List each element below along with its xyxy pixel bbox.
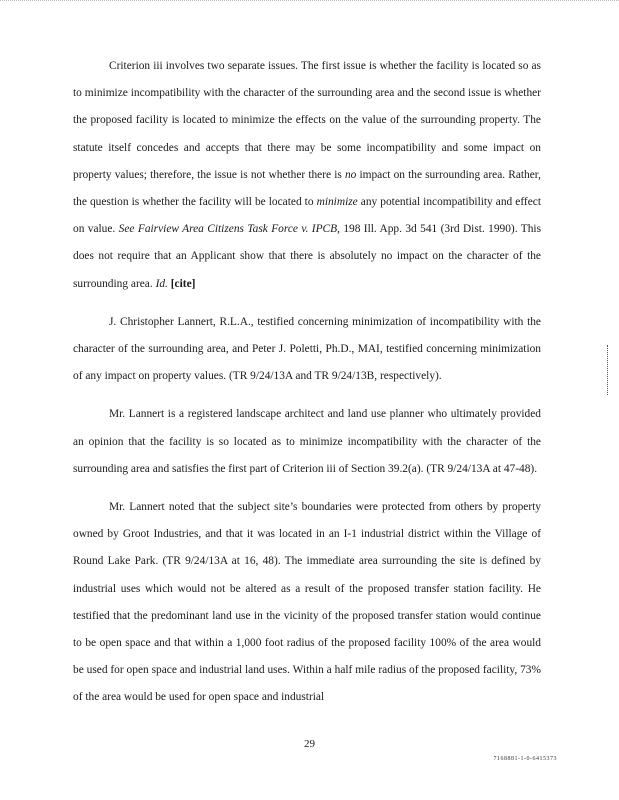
body-paragraph (73, 309, 541, 391)
text-run: any potential incompatibility and effect on value. (73, 196, 541, 236)
bold-text: [cite] (170, 277, 196, 290)
text-run: , 198 Ill. App. 3d 541 (3rd Dist. 1990). This does not require that an Applicant show that there is absolutely no impact on the character of the surrounding area. (73, 223, 541, 290)
body-text (73, 53, 541, 712)
body-paragraph (73, 494, 541, 712)
page-top-edge (0, 0, 619, 4)
italic-text: no (344, 168, 357, 181)
text-run: J. Christopher Lannert, R.L.A., testified concerning minimization of incompatibility with the character of the surrounding area, and Peter J. Poletti, Ph.D., MAI, testified concerning minimization of any impact on property values. (TR 9/24/13A and TR 9/24/13B, respectively). (73, 315, 541, 383)
text-run: Criterion iii involves two separate issues. The first issue is whether the facility is located so as to minimize incompatibility with the character of the surrounding area and the second issue is whether the proposed facility is located to minimize the effects on the value of the surrounding property. The statute itself concedes and accepts that there may be some incompatibility and some impact on property values; therefore, the issue is not whether there is (73, 60, 541, 181)
document-id: 7168881-1-0-6415373 (493, 756, 557, 762)
italic-text: minimize (316, 196, 358, 209)
text-run: Mr. Lannert is a registered landscape architect and land use planner who ultimately provided an opinion that the facility is so located as to minimize incompatibility with the character of the surrounding area and satisfies the first part of Criterion iii of Section 39.2(a). (TR 9/24/13A at 47-48). (73, 408, 541, 475)
italic-text: Id. (155, 277, 168, 290)
text-run: impact on the surrounding area. Rather, the question is whether the facility will be located to (73, 168, 541, 209)
page-number: 29 (304, 738, 315, 750)
margin-mark (607, 345, 608, 395)
text-run: Mr. Lannert noted that the subject site’s boundaries were protected from others by property owned by Groot Industries, and that it was located in an I-1 industrial district within the Village of Round Lake Park. (TR 9/24/13A at 16, 48). The immediate area surrounding the site is defined by industrial uses which would not be altered as a result of the proposed transfer station facility. He testified that the predominant land use in the vicinity of the proposed transfer station would continue to be open space and that within a 1,000 foot radius of the proposed facility 100% of the area would be used for open space and industrial land uses. Within a half mile radius of the proposed facility, 73% of the area would be used for open space and industrial (73, 501, 541, 704)
italic-text: See Fairview Area Citizens Task Force v. IPCB (118, 223, 338, 236)
body-paragraph (73, 401, 541, 483)
body-paragraph (73, 53, 541, 298)
